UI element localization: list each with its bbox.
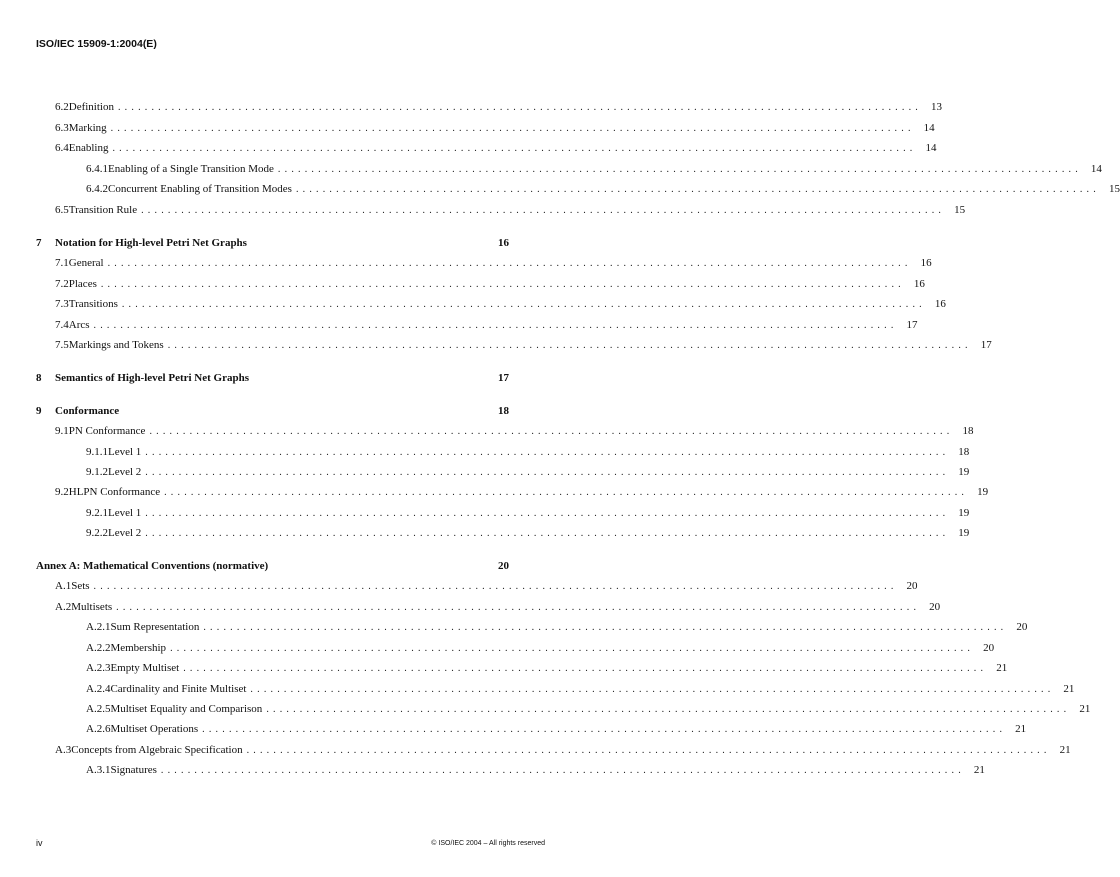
toc-entry-page: 14 <box>925 142 937 154</box>
toc-entry-title: Level 1 <box>108 446 142 458</box>
toc-leader-dots: ........................................................................................................................ <box>170 643 975 654</box>
toc-entry-number: A.2.6 <box>86 723 111 735</box>
toc-entry-number: 7.4 <box>55 319 69 331</box>
toc-leader-dots: ........................................................................................................................ <box>266 704 1071 715</box>
toc-entry-page: 19 <box>958 466 970 478</box>
footer-page-number: iv <box>36 838 43 848</box>
toc-entry-number: 6.4.1 <box>86 163 108 175</box>
toc-entry-number: A.2.1 <box>86 621 111 633</box>
toc-entry[interactable] <box>86 722 1027 736</box>
toc-leader-dots: ........................................................................................................................ <box>141 205 946 216</box>
toc-entry-page: 17 <box>980 339 992 351</box>
toc-leader-dots: ........................................................................................................................ <box>117 102 922 113</box>
toc-entry-title: Multiset Equality and Comparison <box>110 703 263 715</box>
toc-entry[interactable] <box>86 682 1075 696</box>
toc-entry-page: 18 <box>962 425 974 437</box>
toc-leader-dots: ........................................................................................................................ <box>110 123 915 134</box>
toc-entry-number: 7.2 <box>55 278 69 290</box>
toc-entry-title: Enabling <box>68 142 109 154</box>
toc-entry-number: A.2.3 <box>86 662 111 674</box>
toc-entry-number: 7 <box>36 237 42 249</box>
toc-entry-page: 21 <box>1063 683 1075 695</box>
toc-entry-title: Conformance <box>55 405 120 417</box>
toc-entry-title: Multisets <box>71 601 113 613</box>
toc-leader-dots: ........................................................................................................................ <box>145 508 950 519</box>
toc-entry[interactable] <box>55 100 942 114</box>
toc-entry-title: Notation for High-level Petri Net Graphs <box>55 237 247 249</box>
toc-leader-dots: ........................................................................................................................ <box>246 745 1051 756</box>
toc-entry-number: A.1 <box>55 580 72 592</box>
toc-entry-title: Sum Representation <box>110 621 200 633</box>
toc-entry-title: Level 2 <box>108 527 142 539</box>
toc-entry-page: 21 <box>1059 744 1071 756</box>
toc-entry-page: 13 <box>930 101 942 113</box>
toc-entry-number: A.2.4 <box>86 683 111 695</box>
toc-entry-page: 21 <box>1079 703 1091 715</box>
toc-entry[interactable] <box>86 620 1028 634</box>
toc-entry[interactable] <box>55 256 932 270</box>
toc-entry-number: 9.1 <box>55 425 69 437</box>
toc-entry[interactable] <box>55 203 966 217</box>
toc-entry-title: Transition Rule <box>68 204 138 216</box>
toc-leader-dots: ........................................................................................................................ <box>295 184 1100 195</box>
toc-entry-number: 6.3 <box>55 122 69 134</box>
toc-entry-page: 20 <box>929 601 941 613</box>
toc-entry-page: 19 <box>958 507 970 519</box>
toc-entry-title: Cardinality and Finite Multiset <box>110 683 247 695</box>
toc-entry[interactable] <box>86 445 970 459</box>
toc-leader-dots: ........................................................................................................................ <box>202 724 1007 735</box>
toc-leader-dots: ........................................................................................................................ <box>164 487 969 498</box>
toc-entry[interactable] <box>86 661 1008 675</box>
toc-entry[interactable] <box>55 277 925 291</box>
toc-leader-dots: ........................................................................................................................ <box>93 320 898 331</box>
toc-entry-page: 19 <box>977 486 989 498</box>
toc-entry-title: Membership <box>110 642 167 654</box>
toc-entry-page: 15 <box>1108 183 1120 195</box>
toc-entry-page: 19 <box>958 527 970 539</box>
toc-leader-dots: ........................................................................................................................ <box>250 684 1055 695</box>
toc-entry-page: 14 <box>1090 163 1102 175</box>
toc-entry[interactable] <box>86 465 970 479</box>
toc-entry-page: 17 <box>498 372 509 384</box>
toc-entry[interactable] <box>55 485 989 499</box>
toc-leader-dots: ........................................................................................................................ <box>145 447 950 458</box>
toc-entry-page: 14 <box>923 122 935 134</box>
toc-entry-title: Concepts from Algebraic Specification <box>71 744 243 756</box>
toc-entry[interactable] <box>86 182 1120 196</box>
toc-leader-dots: ........................................................................................................................ <box>112 143 917 154</box>
toc-entry-page: 21 <box>973 764 985 776</box>
toc-entry-number: 9.2.1 <box>86 507 108 519</box>
toc-entry-title: Marking <box>68 122 107 134</box>
toc-entry-page: 20 <box>498 560 509 572</box>
toc-entry[interactable] <box>86 526 970 540</box>
toc-entry-title: General <box>68 257 104 269</box>
toc-entry[interactable] <box>86 162 1102 176</box>
toc-entry[interactable] <box>36 371 509 385</box>
toc-leader-dots: ........................................................................................................................ <box>145 467 950 478</box>
toc-entry-number: 6.4.2 <box>86 183 108 195</box>
toc-entry-title: Empty Multiset <box>110 662 180 674</box>
toc-entry-title: Sets <box>71 580 90 592</box>
toc-entry[interactable] <box>55 141 937 155</box>
toc-entry[interactable] <box>36 559 509 573</box>
toc-entry-title: Arcs <box>68 319 90 331</box>
toc-leader-dots: ........................................................................................................................ <box>116 602 921 613</box>
toc-entry[interactable] <box>55 338 992 352</box>
toc-entry-number: 6.4 <box>55 142 69 154</box>
toc-entry-title: PN Conformance <box>68 425 146 437</box>
toc-leader-dots: ........................................................................................................................ <box>93 581 898 592</box>
footer-copyright: © ISO/IEC 2004 – All rights reserved <box>431 840 545 847</box>
toc-entry-title: Enabling of a Single Transition Mode <box>108 163 274 175</box>
toc-entry-number: 7.1 <box>55 257 69 269</box>
toc-entry-number: 8 <box>36 372 42 384</box>
toc-entry[interactable] <box>55 600 941 614</box>
toc-entry-number: 6.5 <box>55 204 69 216</box>
toc-entry-title: Signatures <box>110 764 157 776</box>
toc-entry-number: 6.2 <box>55 101 69 113</box>
toc-entry[interactable] <box>86 702 1091 716</box>
toc-entry[interactable] <box>55 743 1071 757</box>
toc-leader-dots: ........................................................................................................................ <box>100 279 905 290</box>
toc-entry-title: HLPN Conformance <box>68 486 161 498</box>
toc-entry-title: Level 1 <box>108 507 142 519</box>
toc-entry[interactable] <box>55 318 918 332</box>
toc-entry-page: 16 <box>920 257 932 269</box>
toc-entry-number: A.2.5 <box>86 703 111 715</box>
toc-entry-page: 18 <box>958 446 970 458</box>
toc-entry-title: Transitions <box>68 298 118 310</box>
toc-entry-page: 18 <box>498 405 509 417</box>
toc-entry[interactable] <box>55 121 935 135</box>
toc-entry-number: 7.3 <box>55 298 69 310</box>
toc-leader-dots: ........................................................................................................................ <box>145 528 950 539</box>
toc-entry-title: Places <box>68 278 97 290</box>
toc-entry-title: Concurrent Enabling of Transition Modes <box>108 183 292 195</box>
toc-entry[interactable] <box>55 579 918 593</box>
toc-leader-dots: ........................................................................................................................ <box>203 622 1008 633</box>
toc-entry-page: 15 <box>954 204 966 216</box>
toc-entry[interactable] <box>55 424 974 438</box>
toc-entry[interactable] <box>86 506 970 520</box>
toc-entry[interactable] <box>86 763 985 777</box>
toc-entry[interactable] <box>86 641 995 655</box>
toc-entry-number: A.2 <box>55 601 72 613</box>
toc-leader-dots: ........................................................................................................................ <box>183 663 988 674</box>
toc-entry-title: Multiset Operations <box>110 723 199 735</box>
toc-entry-page: 16 <box>934 298 946 310</box>
toc-entry-title: Level 2 <box>108 466 142 478</box>
toc-entry-number: 9.2.2 <box>86 527 108 539</box>
toc-entry-page: 17 <box>906 319 918 331</box>
toc-entry-number: A.3 <box>55 744 72 756</box>
toc-leader-dots: ........................................................................................................................ <box>277 164 1082 175</box>
toc-entry-number: 9 <box>36 405 42 417</box>
toc-entry-title: Markings and Tokens <box>68 339 164 351</box>
toc-entry-title: Semantics of High-level Petri Net Graphs <box>55 372 249 384</box>
toc-entry[interactable] <box>55 297 946 311</box>
toc-leader-dots: ........................................................................................................................ <box>160 765 965 776</box>
toc-leader-dots: ........................................................................................................................ <box>121 299 926 310</box>
toc-leader-dots: ........................................................................................................................ <box>167 340 972 351</box>
toc-entry-number: 7.5 <box>55 339 69 351</box>
toc-entry-title: Definition <box>68 101 114 113</box>
toc-entry-page: 21 <box>1015 723 1027 735</box>
toc-entry-number: A.2.2 <box>86 642 111 654</box>
toc-leader-dots: ........................................................................................................................ <box>149 426 954 437</box>
toc-entry-page: 16 <box>913 278 925 290</box>
toc-leader-dots: ........................................................................................................................ <box>107 258 912 269</box>
document-header: ISO/IEC 15909-1:2004(E) <box>36 38 157 50</box>
toc-entry-page: 20 <box>1016 621 1028 633</box>
toc-entry-title: Annex A: Mathematical Conventions (normative) <box>36 560 269 572</box>
toc-entry-page: 20 <box>983 642 995 654</box>
toc-entry-number: 9.2 <box>55 486 69 498</box>
toc-entry-page: 20 <box>906 580 918 592</box>
toc-entry[interactable] <box>36 404 509 418</box>
toc-entry-page: 16 <box>498 237 509 249</box>
toc-entry-page: 21 <box>996 662 1008 674</box>
toc-entry[interactable] <box>36 236 509 250</box>
toc-entry-number: 9.1.2 <box>86 466 108 478</box>
toc-entry-number: 9.1.1 <box>86 446 108 458</box>
toc-entry-number: A.3.1 <box>86 764 111 776</box>
